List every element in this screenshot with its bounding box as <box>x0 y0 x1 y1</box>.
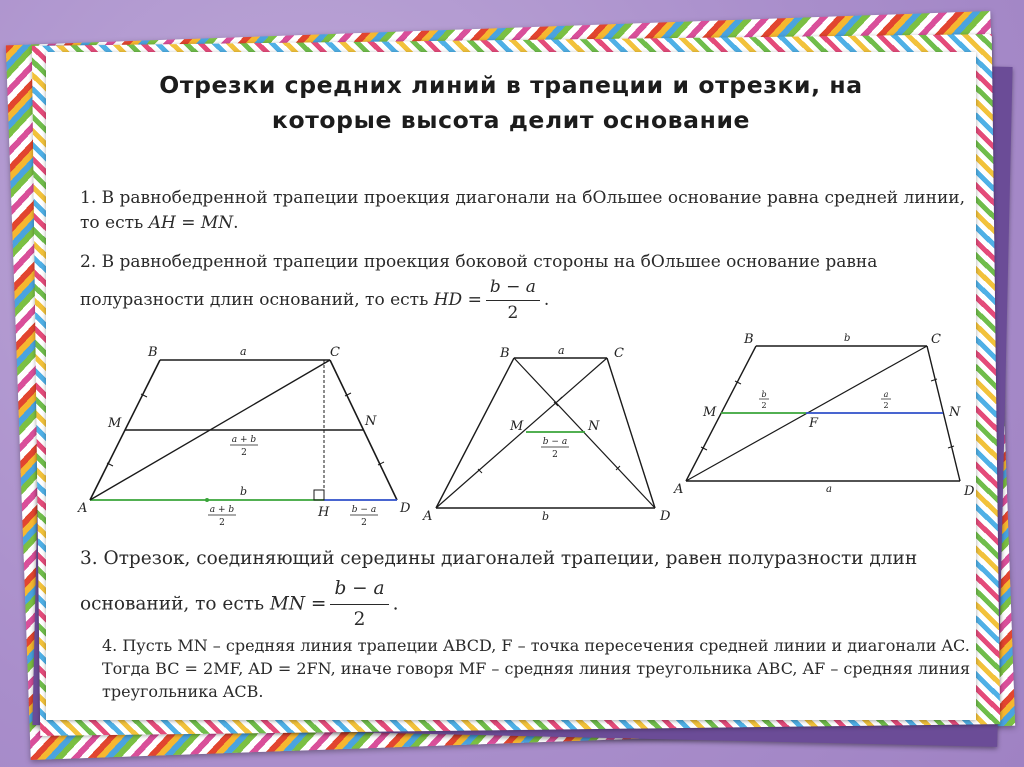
item-3-fraction-den: 2 <box>353 609 366 630</box>
item-3-fraction-num: b − a <box>330 574 388 605</box>
d1-mid-den: 2 <box>241 448 247 458</box>
d1-label-C: C <box>330 345 340 360</box>
d1-mid-num: a + b <box>231 435 257 445</box>
slide-title <box>46 68 976 138</box>
d3-mf-num: b <box>761 390 767 399</box>
d3-label-b: b <box>844 333 851 344</box>
d2-label-C: C <box>614 346 624 361</box>
item-1-text: 1. В равнобедренной трапеции проекция диагонали на бОльшее основание равна средней линии, то есть <box>80 188 966 233</box>
item-1 <box>80 186 980 236</box>
item-4 <box>102 634 972 703</box>
item-3-text: 3. Отрезок, соединяющий середины диагоналей трапеции, равен полуразности длин оснований, то есть <box>80 548 918 615</box>
d3-label-N: N <box>949 405 961 420</box>
diagram-3 <box>673 332 975 499</box>
diagram-2 <box>422 344 671 524</box>
item-3-fraction <box>330 574 388 635</box>
d2-label-b: b <box>542 510 550 523</box>
d3-label-C: C <box>931 332 941 347</box>
d2-side-left <box>436 358 514 508</box>
diagram-1 <box>77 345 411 528</box>
d3-mf-den: 2 <box>761 401 767 410</box>
d3-label-B: B <box>744 332 754 347</box>
diagram-area <box>80 326 980 536</box>
item-2-formula: HD = <box>433 290 482 310</box>
d3-label-F: F <box>809 416 819 431</box>
d2-diagonal-bd <box>514 358 655 508</box>
d2-label-B: B <box>500 346 510 361</box>
d1-label-H: H <box>318 505 330 520</box>
item-3-period: . <box>392 593 399 615</box>
d1-label-M: M <box>108 416 122 431</box>
item-2-fraction-den: 2 <box>507 303 519 323</box>
d2-tick-3 <box>558 397 562 401</box>
d2-mn-den: 2 <box>552 450 558 460</box>
d1-label-A: A <box>78 501 88 516</box>
item-3 <box>80 544 980 635</box>
d3-fn-den: 2 <box>883 401 889 410</box>
d2-label-a: a <box>558 344 565 357</box>
title-line-2: которые высота делит основание <box>271 106 751 134</box>
d1-label-a: a <box>240 345 247 358</box>
item-2-text: 2. В равнобедренной трапеции проекция боковой стороны на бОльшее основание равна полуразности длин оснований, то есть <box>80 252 878 310</box>
d1-label-B: B <box>148 345 158 360</box>
item-2 <box>80 250 980 326</box>
d3-label-M: M <box>703 405 717 420</box>
d3-label-A: A <box>674 482 684 497</box>
d2-label-A: A <box>423 509 433 524</box>
d2-side-right <box>607 358 655 508</box>
d1-hd-num: b − a <box>351 505 377 515</box>
d1-right-angle-mark <box>314 490 324 500</box>
d2-label-M: M <box>510 419 524 434</box>
d3-label-D: D <box>964 484 975 499</box>
d1-green-dot <box>205 498 209 502</box>
item-2-fraction <box>486 275 540 326</box>
d2-label-D: D <box>660 509 671 524</box>
d3-fn-num: a <box>883 390 889 399</box>
d1-label-N: N <box>365 414 377 429</box>
item-3-formula: MN = <box>269 593 327 615</box>
d2-label-N: N <box>588 419 600 434</box>
item-1-period: . <box>233 213 239 233</box>
d1-ah-den: 2 <box>219 518 225 528</box>
d1-label-b: b <box>240 485 248 498</box>
item-4-text: 4. Пусть MN – средняя линия трапеции ABCD, F – точка пересечения средней линии и диагонали AC. Тогда BC = 2MF, AD = 2FN, иначе говоря MF – средняя линия треугольника ABC, AF – средняя линия треугольника ACB. <box>102 636 971 701</box>
item-1-formula: AH = MN <box>148 213 234 233</box>
d1-hd-den: 2 <box>361 518 367 528</box>
item-2-period: . <box>543 290 550 310</box>
title-line-1: Отрезки средних линий в трапеции и отрезки, на <box>159 71 863 99</box>
d3-label-a: a <box>826 484 832 495</box>
item-2-fraction-num: b − a <box>486 275 540 301</box>
d1-label-D: D <box>400 501 411 516</box>
d2-mn-num: b − a <box>542 437 568 447</box>
d1-ah-num: a + b <box>209 505 235 515</box>
